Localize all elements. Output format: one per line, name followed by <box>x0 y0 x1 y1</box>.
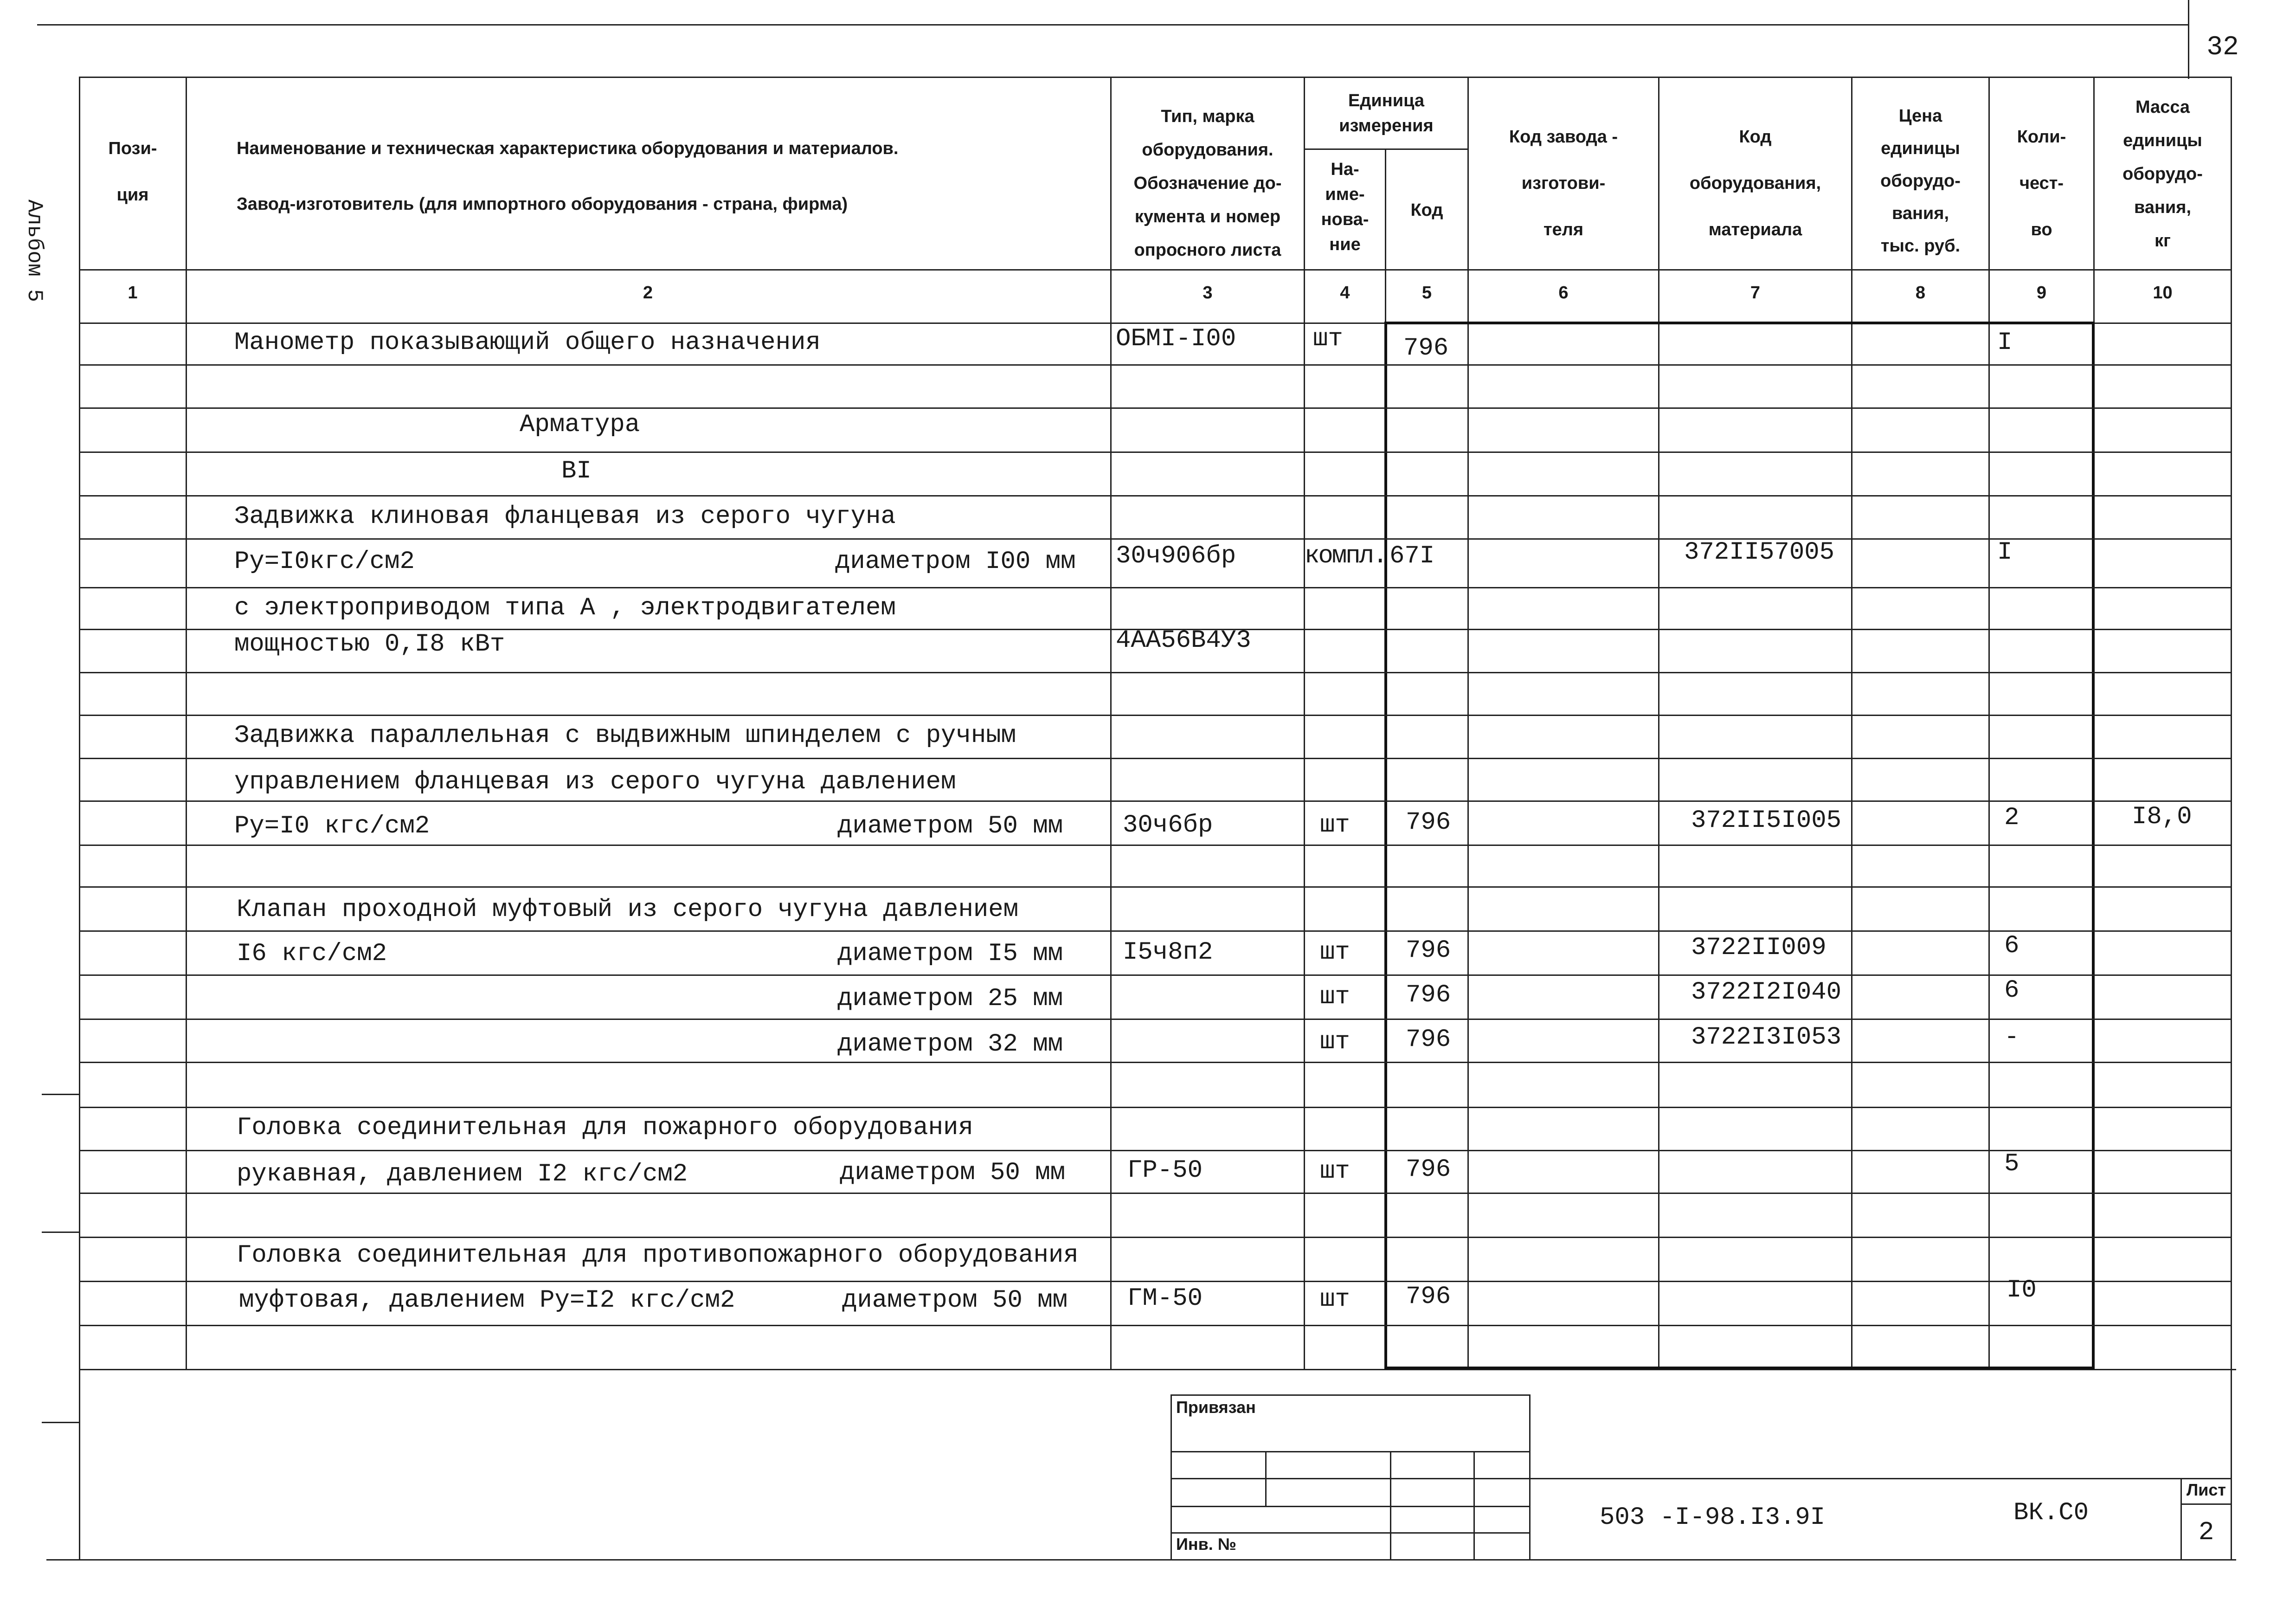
section-subheading: BI <box>561 457 592 485</box>
table-row-code: 67I <box>1389 542 1435 570</box>
table-row-name: Задвижка клиновая фланцевая из серого чугуна <box>234 503 896 531</box>
table-row-name: рукавная, давлением I2 кгс/см2 <box>237 1160 688 1188</box>
col-num-10: 10 <box>2153 283 2173 303</box>
table-row-type: ГР-50 <box>1127 1156 1203 1185</box>
table-row-diameter: диаметром 25 мм <box>837 985 1063 1013</box>
header-unit-code: Код <box>1410 200 1443 220</box>
table-row-qty: - <box>2004 1023 2019 1051</box>
table-row-qty: I0 <box>2007 1276 2037 1304</box>
table-row-diameter: диаметром 32 мм <box>837 1030 1063 1058</box>
table-row-equipment-code: 3722I2I040 <box>1691 978 1842 1006</box>
document-code: 503 -I-98.I3.9I <box>1600 1503 1826 1532</box>
table-row-name: мощностью 0,I8 кВт <box>234 630 505 658</box>
col-num-4: 4 <box>1340 283 1350 303</box>
table-row-code: 796 <box>1406 1026 1451 1054</box>
table-row-unit: шт <box>1320 938 1350 967</box>
table-row-unit: шт <box>1320 1157 1350 1186</box>
table-row-mass: I8,0 <box>2132 803 2192 831</box>
table-row-code: 796 <box>1406 936 1451 965</box>
stamp-attached-label: Привязан <box>1176 1398 1256 1417</box>
header-position: Пози- ция <box>108 139 157 205</box>
table-row-equipment-code: 3722I3I053 <box>1691 1023 1842 1051</box>
table-row-name: с электроприводом типа А , электродвигателем <box>234 594 896 622</box>
table-row-qty: I <box>1997 329 2013 357</box>
col-num-8: 8 <box>1915 283 1926 303</box>
table-row-diameter: диаметром I00 мм <box>835 548 1076 576</box>
table-row-name: Головка соединительная для противопожарного оборудования <box>237 1241 1079 1270</box>
header-factory-code: Код завода - изготови- теля <box>1509 127 1618 239</box>
table-row-code: 796 <box>1406 981 1451 1009</box>
header-name: Наименование и техническая характеристика оборудования и материалов. Завод-изготовитель (для импортного оборудования - страна, фирма) <box>237 139 899 214</box>
header-mass: Масса единицы оборудо- вания, кг <box>2122 97 2203 251</box>
album-label: Альбом 5 <box>22 200 46 302</box>
table-row-name: I6 кгс/см2 <box>237 940 387 968</box>
table-row-unit: компл. <box>1305 542 1387 570</box>
table-row-qty: 6 <box>2004 976 2019 1005</box>
col-num-9: 9 <box>2036 283 2047 303</box>
sheet-label: Лист <box>2186 1480 2226 1499</box>
table-row-name: муфтовая, давлением Ру=I2 кгс/см2 <box>239 1286 735 1315</box>
col-num-7: 7 <box>1750 283 1761 303</box>
table-row-code: 796 <box>1406 1155 1451 1184</box>
header-type: Тип, марка оборудования. Обозначение до- кумента и номер опросного листа <box>1133 107 1282 260</box>
table-row-name: Ру=I0кгс/см2 <box>234 548 415 576</box>
table-row-qty: 6 <box>2004 932 2019 960</box>
table-row-unit: шт <box>1313 325 1343 353</box>
col-num-6: 6 <box>1558 283 1569 303</box>
table-row-code: 796 <box>1406 808 1451 837</box>
table-row-unit: шт <box>1320 1285 1350 1314</box>
table-row-code: 796 <box>1403 334 1449 362</box>
table-row-name: Клапан проходной муфтовый из серого чугуна давлением <box>237 896 1019 924</box>
table-row-unit: шт <box>1320 1028 1350 1056</box>
table-row-name: Манометр показывающий общего назначения <box>234 329 821 357</box>
table-row-name: Ру=I0 кгс/см2 <box>234 812 430 840</box>
table-row-qty: I <box>1997 538 2013 567</box>
table-row-qty: 2 <box>2004 804 2019 832</box>
col-num-3: 3 <box>1203 283 1213 303</box>
col-num-5: 5 <box>1421 283 1432 303</box>
table-row-equipment-code: 3722II009 <box>1691 934 1827 962</box>
page-number: 32 <box>2206 32 2239 63</box>
table-row-name: управлением фланцевая из серого чугуна давлением <box>234 768 956 796</box>
table-row-type: ОБМI-I00 <box>1116 325 1236 353</box>
header-quantity: Коли- чест- во <box>2017 127 2066 239</box>
table-row-code: 796 <box>1406 1283 1451 1311</box>
table-row-unit: шт <box>1320 811 1350 839</box>
table-row-type: ГМ-50 <box>1127 1284 1203 1313</box>
table-row-type: I5ч8п2 <box>1123 938 1213 967</box>
table-row-diameter: диаметром I5 мм <box>837 940 1063 968</box>
table-row-diameter: диаметром 50 мм <box>842 1286 1068 1315</box>
col-num-1: 1 <box>128 283 138 303</box>
header-price: Цена единицы оборудо- вания, тыс. руб. <box>1880 106 1961 256</box>
table-row-name: Головка соединительная для пожарного оборудования <box>237 1114 973 1142</box>
sheet-number: 2 <box>2198 1517 2214 1547</box>
table-row-equipment-code: 372II5I005 <box>1691 806 1842 835</box>
table-row-type: 30ч6бр <box>1123 811 1213 839</box>
header-unit-group: Единица измерения <box>1339 91 1434 135</box>
col-num-2: 2 <box>643 283 653 303</box>
table-row-diameter: диаметром 50 мм <box>837 812 1063 840</box>
table-row-equipment-code: 372II57005 <box>1684 538 1835 567</box>
table-row-unit: шт <box>1320 983 1350 1011</box>
header-unit-name: На- име- нова- ние <box>1321 160 1369 254</box>
stamp-inventory-label: Инв. № <box>1176 1535 1236 1554</box>
table-row-qty: 5 <box>2004 1150 2019 1178</box>
header-equipment-code: Код оборудования, материала <box>1689 127 1821 239</box>
table-row-diameter: диаметром 50 мм <box>840 1159 1066 1187</box>
section-heading: Арматура <box>520 411 640 439</box>
table-row-type: 30ч906бр <box>1116 542 1236 570</box>
table-row-type: 4АА56В4У3 <box>1116 626 1251 655</box>
table-row-name: Задвижка параллельная с выдвижным шпинделем с ручным <box>234 722 1016 750</box>
document-mark: ВК.С0 <box>2013 1499 2089 1527</box>
